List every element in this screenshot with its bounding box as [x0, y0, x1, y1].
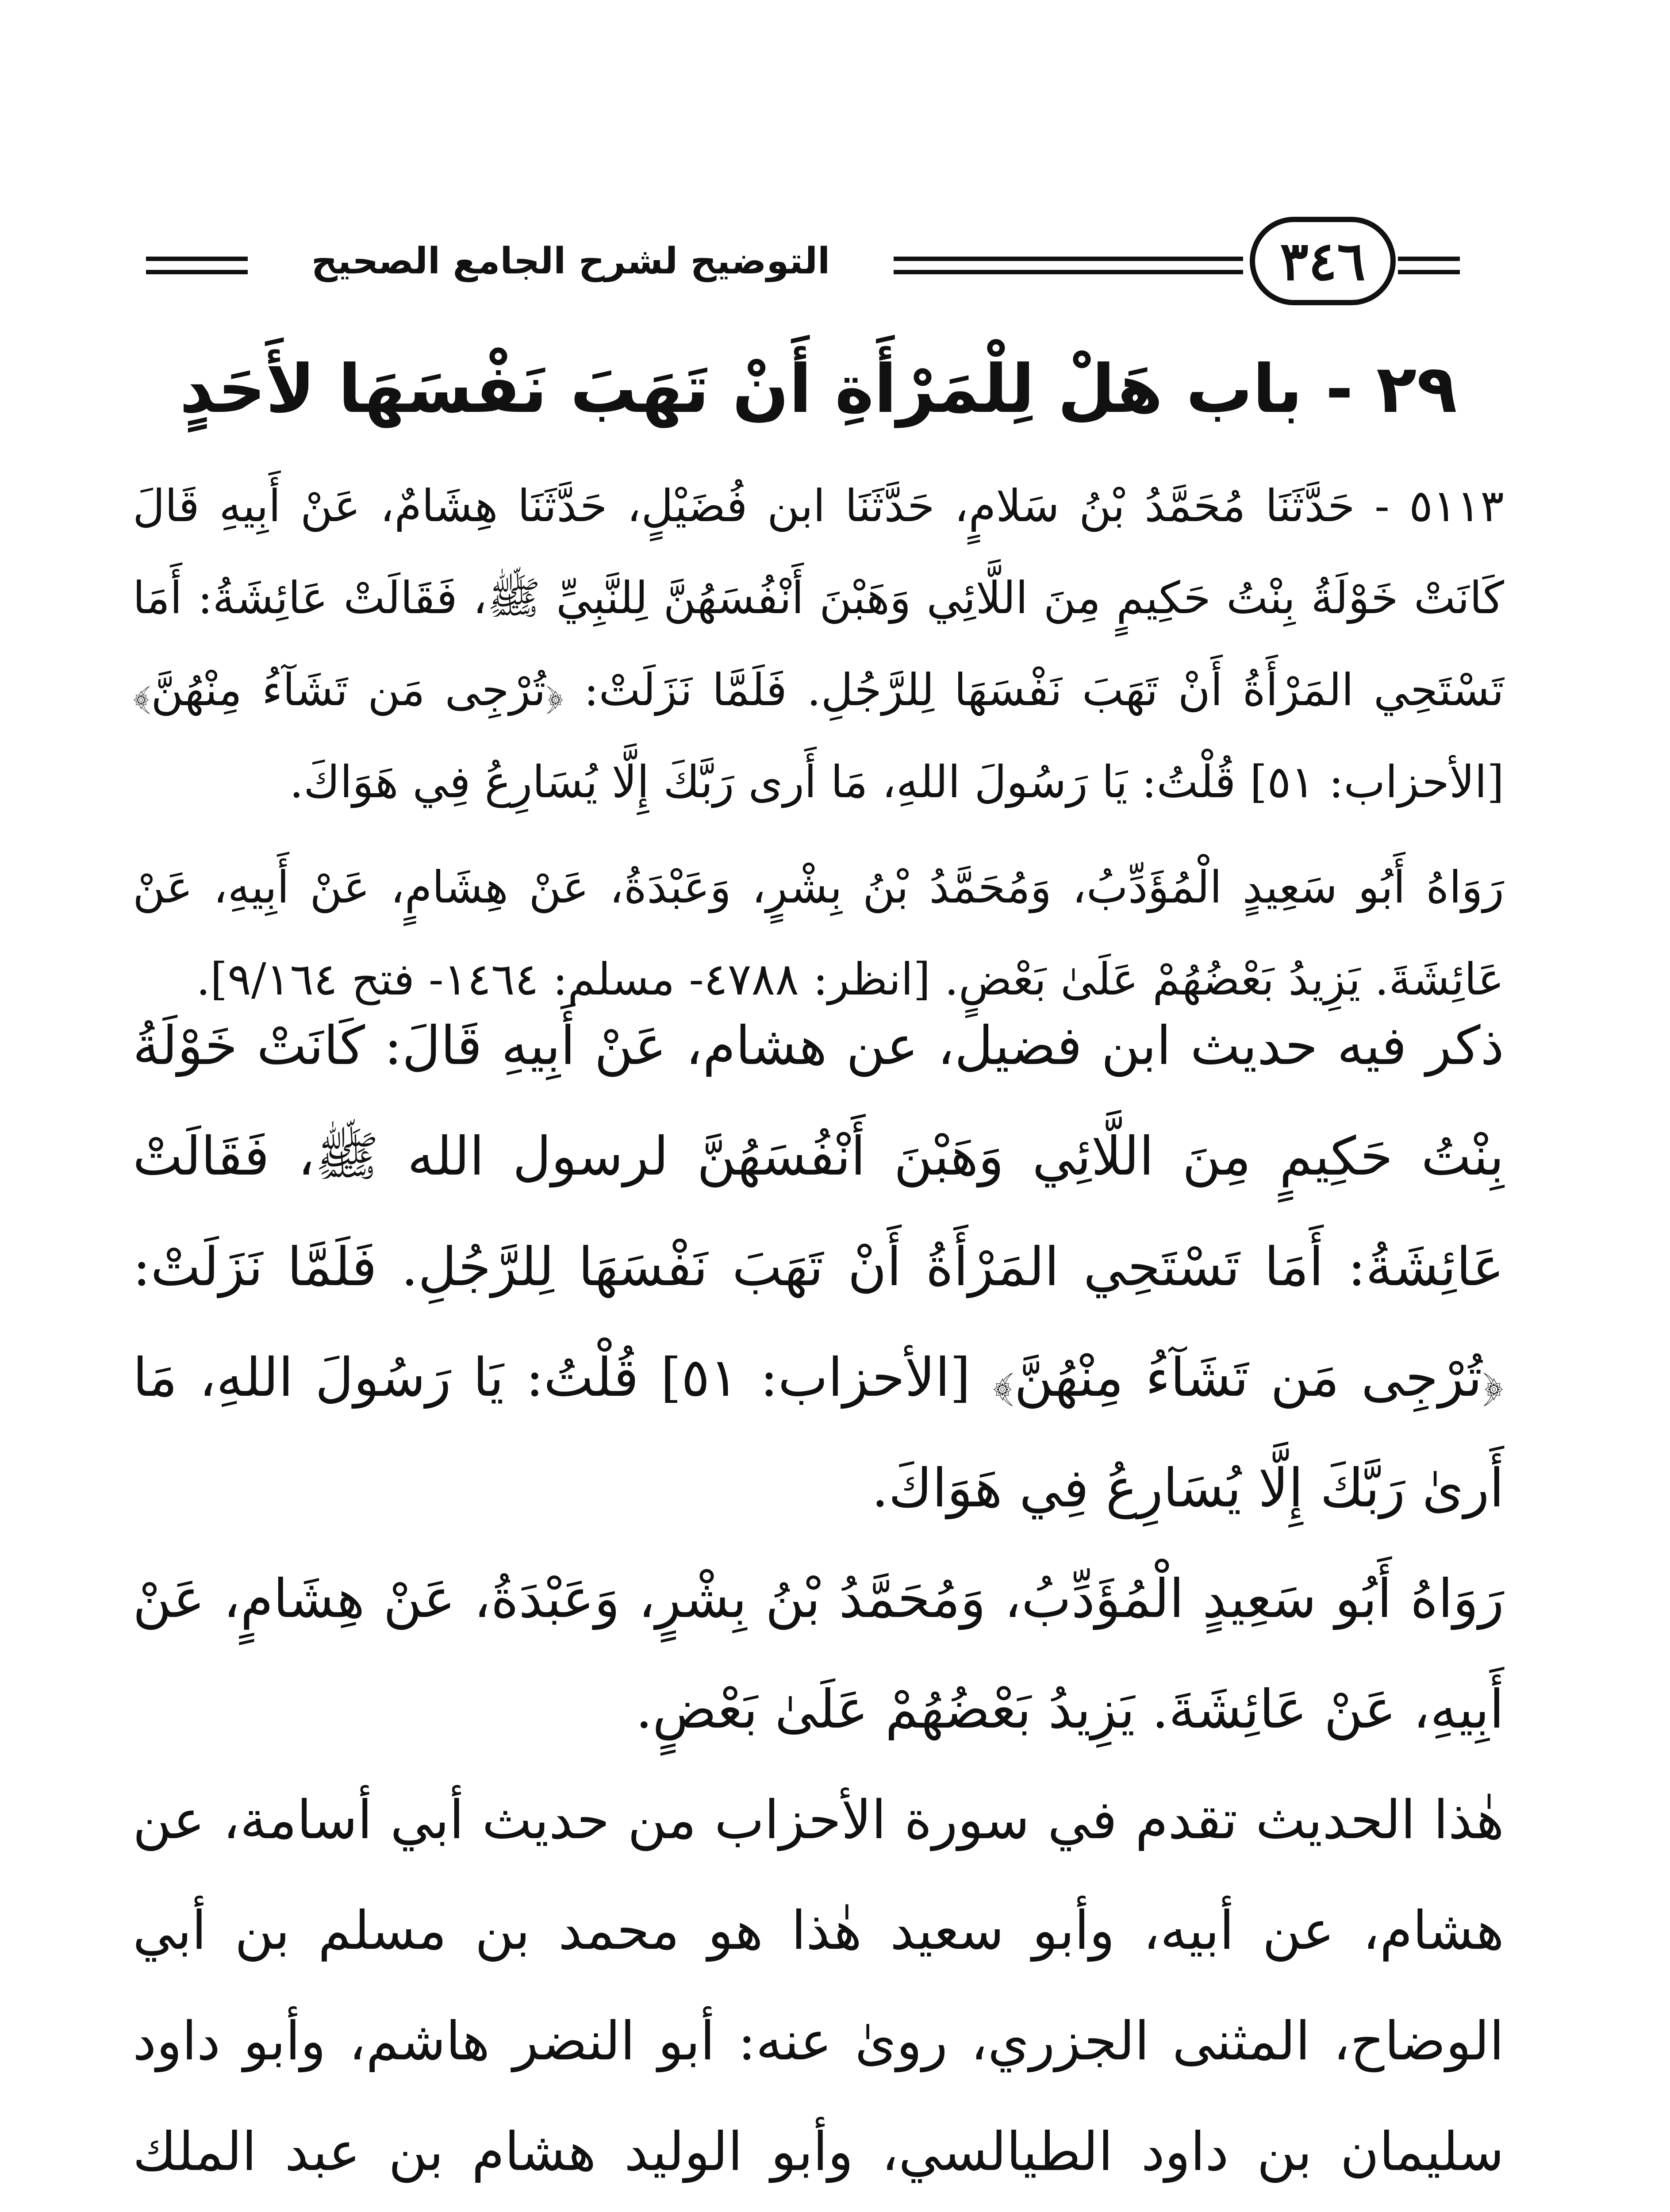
header-rule-middle — [894, 257, 1243, 261]
hadith-narration: رَوَاهُ أَبُو سَعِيدٍ الْمُؤَدِّبُ، وَمُحَمَّدُ بْنُ بِشْرٍ، وَعَبْدَةُ، عَنْ هِشَامٍ، عَنْ أَبِيهِ، عَنْ عَائِشَةَ. يَزِيدُ بَعْضُهُمْ عَلَىٰ بَعْضٍ. [انظر: ٤٧٨٨- مسلم: ١٤٦٤- فتح ٩/١٦٤]. — [133, 861, 1504, 1005]
chapter-heading: ٢٩ - باب هَلْ لِلْمَرْأَةِ أَنْ تَهَبَ نَفْسَهَا لأَحَدٍ — [179, 351, 1458, 428]
commentary-paragraph: هٰذا الحديث تقدم في سورة الأحزاب من حديث أبي أسامة، عن هشام، عن أبيه، وأبو سعيد هٰذا هو محمد بن مسلم بن أبي الوضاح، المثنى الجزري، روىٰ عنه: أبو النضر هاشم، وأبو داود سليمان بن داود الطيالسي، وأبو الوليد هشام بن عبد الملك — [133, 1790, 1504, 2183]
header-rule-left — [146, 257, 248, 261]
running-header — [146, 208, 1473, 323]
header-rule-middle-2 — [894, 270, 1243, 274]
commentary-paragraph: رَوَاهُ أَبُو سَعِيدٍ الْمُؤَدِّبُ، وَمُحَمَّدُ بْنُ بِشْرٍ، وَعَبْدَةُ، عَنْ هِشَامٍ، عَنْ أَبِيهِ، عَنْ عَائِشَةَ. يَزِيدُ بَعْضُهُمْ عَلَىٰ بَعْضٍ. — [133, 1568, 1504, 1740]
book-title: التوضيح لشرح الجامع الصحيح — [311, 240, 830, 282]
hadith-text — [133, 460, 1504, 1025]
page-number: ٣٤٦ — [1250, 217, 1396, 305]
header-rule-right — [1398, 257, 1460, 261]
commentary-paragraph: ذكر فيه حديث ابن فضيل، عن هشام، عَنْ أَبِيهِ قَالَ: كَانَتْ خَوْلَةُ بِنْتُ حَكِيمٍ مِنَ اللَّائِي وَهَبْنَ أَنْفُسَهُنَّ لرسول الله ﷺ، فَقَالَتْ عَائِشَةُ: أَمَا تَسْتَحِي المَرْأَةُ أَنْ تَهَبَ نَفْسَهَا لِلرَّجُلِ. فَلَمَّا نَزَلَتْ: ﴿تُرْجِى مَن تَشَآءُ مِنْهُنَّ﴾ [الأحزاب: ٥١] قُلْتُ: يَا رَسُولَ اللهِ، مَا أَرىٰ رَبَّكَ إِلَّا يُسَارِعُ فِي هَوَاكَ. — [133, 1015, 1505, 1519]
header-rule-left-2 — [146, 270, 248, 274]
commentary-text — [133, 991, 1504, 2212]
header-rule-right-2 — [1398, 270, 1460, 274]
hadith-main: ٥١١٣ - حَدَّثَنَا مُحَمَّدُ بْنُ سَلامٍ، حَدَّثَنَا ابن فُضَيْلٍ، حَدَّثَنَا هِشَامٌ، عَنْ أَبِيهِ قَالَ كَانَتْ خَوْلَةُ بِنْتُ حَكِيمٍ مِنَ اللَّائِي وَهَبْنَ أَنْفُسَهُنَّ لِلنَّبِيِّ ﷺ، فَقَالَتْ عَائِشَةُ: أَمَا تَسْتَحِي المَرْأَةُ أَنْ تَهَبَ نَفْسَهَا لِلرَّجُلِ. فَلَمَّا نَزَلَتْ: ﴿تُرْجِى مَن تَشَآءُ مِنْهُنَّ﴾ [الأحزاب: ٥١] قُلْتُ: يَا رَسُولَ اللهِ، مَا أَرى رَبَّكَ إِلَّا يُسَارِعُ فِي هَوَاكَ. — [133, 480, 1504, 808]
